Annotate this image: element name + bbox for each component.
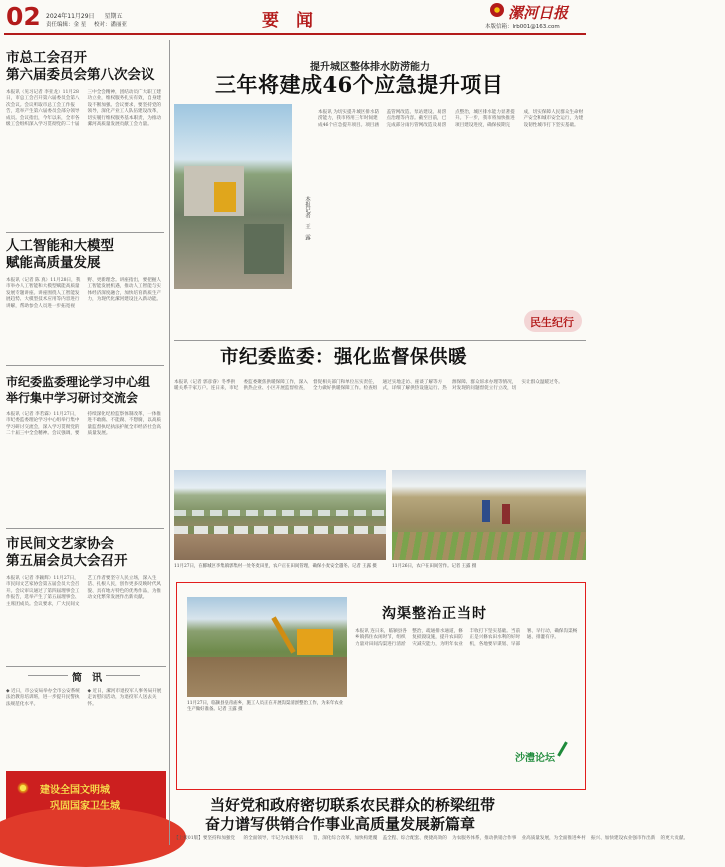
pen-icon xyxy=(557,741,568,756)
union-title: 市总工会召开 第六届委员会第八次会议 xyxy=(6,50,155,83)
ditch-body: 本报讯 连日来，临颍县各乡镇抓住农闲时节，组织力量对田间沟渠进行清淤整治，疏通排水通道，修复损毁设施，提升农田防灾减灾能力，为明年农业丰收打下坚实基础。当前正是兴修农田水利的好时机，各地要早谋划、早部署、早行动，确保沟渠畅通、排灌有序。 xyxy=(355,629,578,647)
masthead-rule xyxy=(4,33,586,35)
flower-logo-icon xyxy=(16,781,30,795)
editor-line: 责任编辑：金 星 xyxy=(46,22,87,28)
flood-kicker: 提升城区整体排水防涝能力 xyxy=(310,62,430,73)
brief-items xyxy=(6,689,164,763)
ai-article xyxy=(6,238,164,373)
brief-item: ◆ 近日，漯河市退役军人事务局开展走访慰问活动，为退役军人送去关怀。 xyxy=(87,689,162,707)
discipline-body: 本报讯（记者 李若霖）11月27日，市纪委监委理论学习中心组举行集中学习研讨交流会，深入学习贯彻党的二十届三中全会精神。会议强调，要持续深化纪检监察体制改革，一体推进不敢腐、不能腐、不想腐，以高质量监督执纪执法护航全市经济社会高质量发展。 xyxy=(6,412,162,437)
literary-article xyxy=(6,536,164,656)
ai-title: 人工智能和大模型 赋能高质量发展 xyxy=(6,238,114,271)
cooperative-title-2: 奋力谱写供销合作事业高质量发展新篇章 xyxy=(205,815,476,833)
section-title: 要 闻 xyxy=(262,11,313,31)
civility-banner xyxy=(6,771,166,843)
flood-photo-caption xyxy=(174,292,312,332)
literary-body: 本报讯（记者 李颖辉）11月27日，市民间文艺家协会第五届会员大会召开。会议审议通过了第四届理事会工作报告，选举产生了第五届理事会、主席团成员。会议要求，广大民间文艺工作者要坚守人民立场，深入生活、扎根人民，创作更多反映时代风貌、具有地方特色的优秀作品，为推动文化繁荣发展作出新贡献。 xyxy=(6,576,162,607)
page-number: 02 xyxy=(6,2,41,31)
people-badge: 民生纪行 xyxy=(524,310,582,332)
banner-line1: 建设全国文明城 xyxy=(40,785,110,796)
issue-date: 2024年11月29日 xyxy=(46,13,95,20)
banner-line2: 巩固国家卫生城 xyxy=(50,801,120,812)
brief-item: ◆ 近日，市公安局举办全市公安系统法治教育培训班，进一步提升民警执法规范化水平。 xyxy=(6,689,80,707)
union-body: 本报讯（见习记者 李亚龙）11月28日，市总工会召开第六届委员会第八次会议。会议听取市总工会工作报告，选举产生第六届委员会部分领导成员。会议指出，今年以来，全市各级工会组织深入学习贯彻党的二十届三中全会精神，团结动员广大职工建功立业，维权服务扎实有效，自身建设不断加强。会议要求，要坚持党的领导，深化产业工人队伍建设改革，切实履行维权服务基本职责，为推动漯河高质量发展贡献工会力量。 xyxy=(6,90,162,128)
farmer-field-photo xyxy=(392,470,586,560)
weekday: 星期五 xyxy=(104,13,123,20)
ditch-title: 沟渠整治正当时 xyxy=(382,606,487,622)
proof-line: 校对：潘丽亚 xyxy=(94,22,128,28)
excavator-photo xyxy=(187,597,347,697)
brief-heading: 简 讯 xyxy=(68,669,106,684)
ditch-box xyxy=(176,582,586,790)
wheat-photo-caption: 11月27日，在郾城区李集镇郭集村一处冬麦田里，农户正在田间管理，确保小麦安全越冬。记者 王露 摄 xyxy=(174,564,377,569)
farmer-photo-caption: 11月26日，农户在田间劳作。记者 王露 摄 xyxy=(392,564,477,569)
ditch-photo-caption: 11月27日，临颍县皇帝庙乡，施工人员正在开展沟渠清淤整治工作，为来年农业生产做好准备。记者 王露 摄 xyxy=(187,701,344,712)
commentary-badge: 沙澧论坛 xyxy=(515,741,577,771)
flood-reporter: 本报记者 王 露 xyxy=(304,196,310,240)
flood-body: 本报讯 为切实提升城区排水防涝能力，我市将用三年时间建成46个应急提升项目。项目涵盖管网改造、泵站建设、易涝点治理等内容。截至目前，已完成部分雨污管网改造及易涝点整治，城区排水能力显著提升。下一步，我市将加快推进项目建设进度，确保按期完成，切实保障人民群众生命财产安全和城市安全运行，为建设韧性城市打下坚实基础。 xyxy=(318,110,584,128)
wheat-field-photo xyxy=(174,470,386,560)
cooperative-body: 【上接01版】要坚持和加强党的全面领导，牢记为农服务宗旨，深化综合改革，加快构建覆盖全程、综合配套、便捷高效的为农服务体系，推动供销合作事业高质量发展，为全面推进乡村振兴、加快建设农业强市作出新的更大贡献。 xyxy=(174,836,689,841)
supervise-body: 本报讯（记者 郭彦睿）冬季供暖关系千家万户。连日来，市纪委监委聚焦供暖保障工作，深入供热企业、小区开展监督检查，督促相关部门和单位压实责任，全力做好供暖保障工作。检查组通过实地走访、座谈了解等方式，详细了解供热设施运行、热源保障、群众诉求办理等情况，对发现的问题督促立行立改，切实让群众温暖过冬。 xyxy=(174,380,563,392)
supervise-title: 市纪委监委：强化监督保供暖 xyxy=(220,347,468,368)
paper-name: 漯河日报 xyxy=(508,2,568,23)
cooperative-title-1: 当好党和政府密切联系农民群众的桥梁纽带 xyxy=(210,796,496,814)
contact-email: 本版信箱：lrb001@163.com xyxy=(485,24,560,30)
ai-body: 本报讯（记者 陈 真）11月28日，我市举办人工智能和大模型赋能高质量发展专题讲座。讲座围绕人工智能发展趋势、大模型技术应用等内容进行讲解，帮助参会人员进一步拓宽视野、更新理念。讲座指出，要把握人工智能发展机遇，推动人工智能与实体经济深度融合，加快培育新质生产力，为现代化漯河建设注入新动能。 xyxy=(6,278,162,309)
brief-box xyxy=(6,666,166,767)
flower-logo-icon xyxy=(490,3,504,17)
literary-title: 市民间文艺家协会 第五届会员大会召开 xyxy=(6,536,128,569)
flood-photo xyxy=(174,104,292,289)
union-article xyxy=(6,50,164,240)
discipline-title: 市纪委监委理论学习中心组 举行集中学习研讨交流会 xyxy=(6,375,151,405)
flood-title: 三年将建成46个应急提升项目 xyxy=(215,72,504,97)
discipline-article xyxy=(6,374,164,524)
